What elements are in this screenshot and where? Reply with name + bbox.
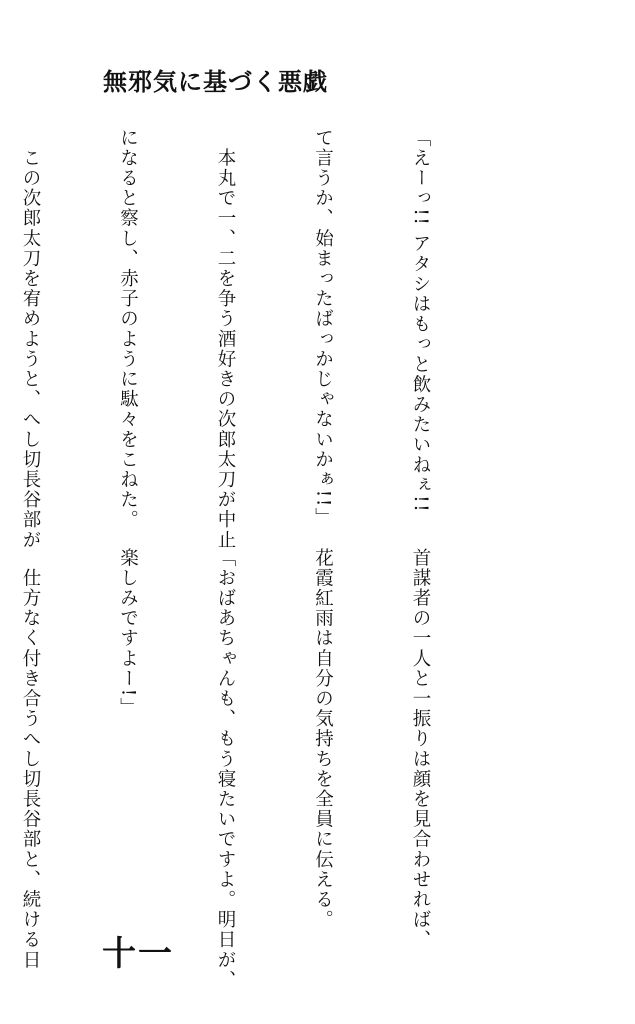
text-line: になると察し、赤子のように駄々をこねた。 (117, 128, 139, 530)
text-line: この次郎太刀を宥めようと、へし切長谷部が (20, 128, 41, 551)
text-line: 花霞紅雨は自分の気持ちを全員に伝える。 (312, 548, 334, 930)
text-line: 楽しみですよー!」 (117, 548, 139, 718)
chapter-title: 無邪気に基づく悪戯 (103, 67, 328, 96)
text-line: 仕方なく付き合うへし切長谷部と、続ける日 (20, 548, 41, 971)
text-line: 本丸で一、二を争う酒好きの次郎太刀が中止 (215, 128, 236, 551)
text-line: 「えーっ!! アタシはもっと飲みたいねぇ!! (410, 128, 431, 514)
text-line: て言うか、始まったばっかじゃないかぁ!!」 (312, 128, 334, 528)
upper-text-block (0, 128, 501, 551)
page-number: 十一 (102, 934, 174, 974)
text-line: 首謀者の一人と一振りは顔を見合わせれば、 (410, 548, 431, 950)
text-line: 「おばあちゃんも、もう寝たいですよ。明日が、 (215, 548, 236, 991)
